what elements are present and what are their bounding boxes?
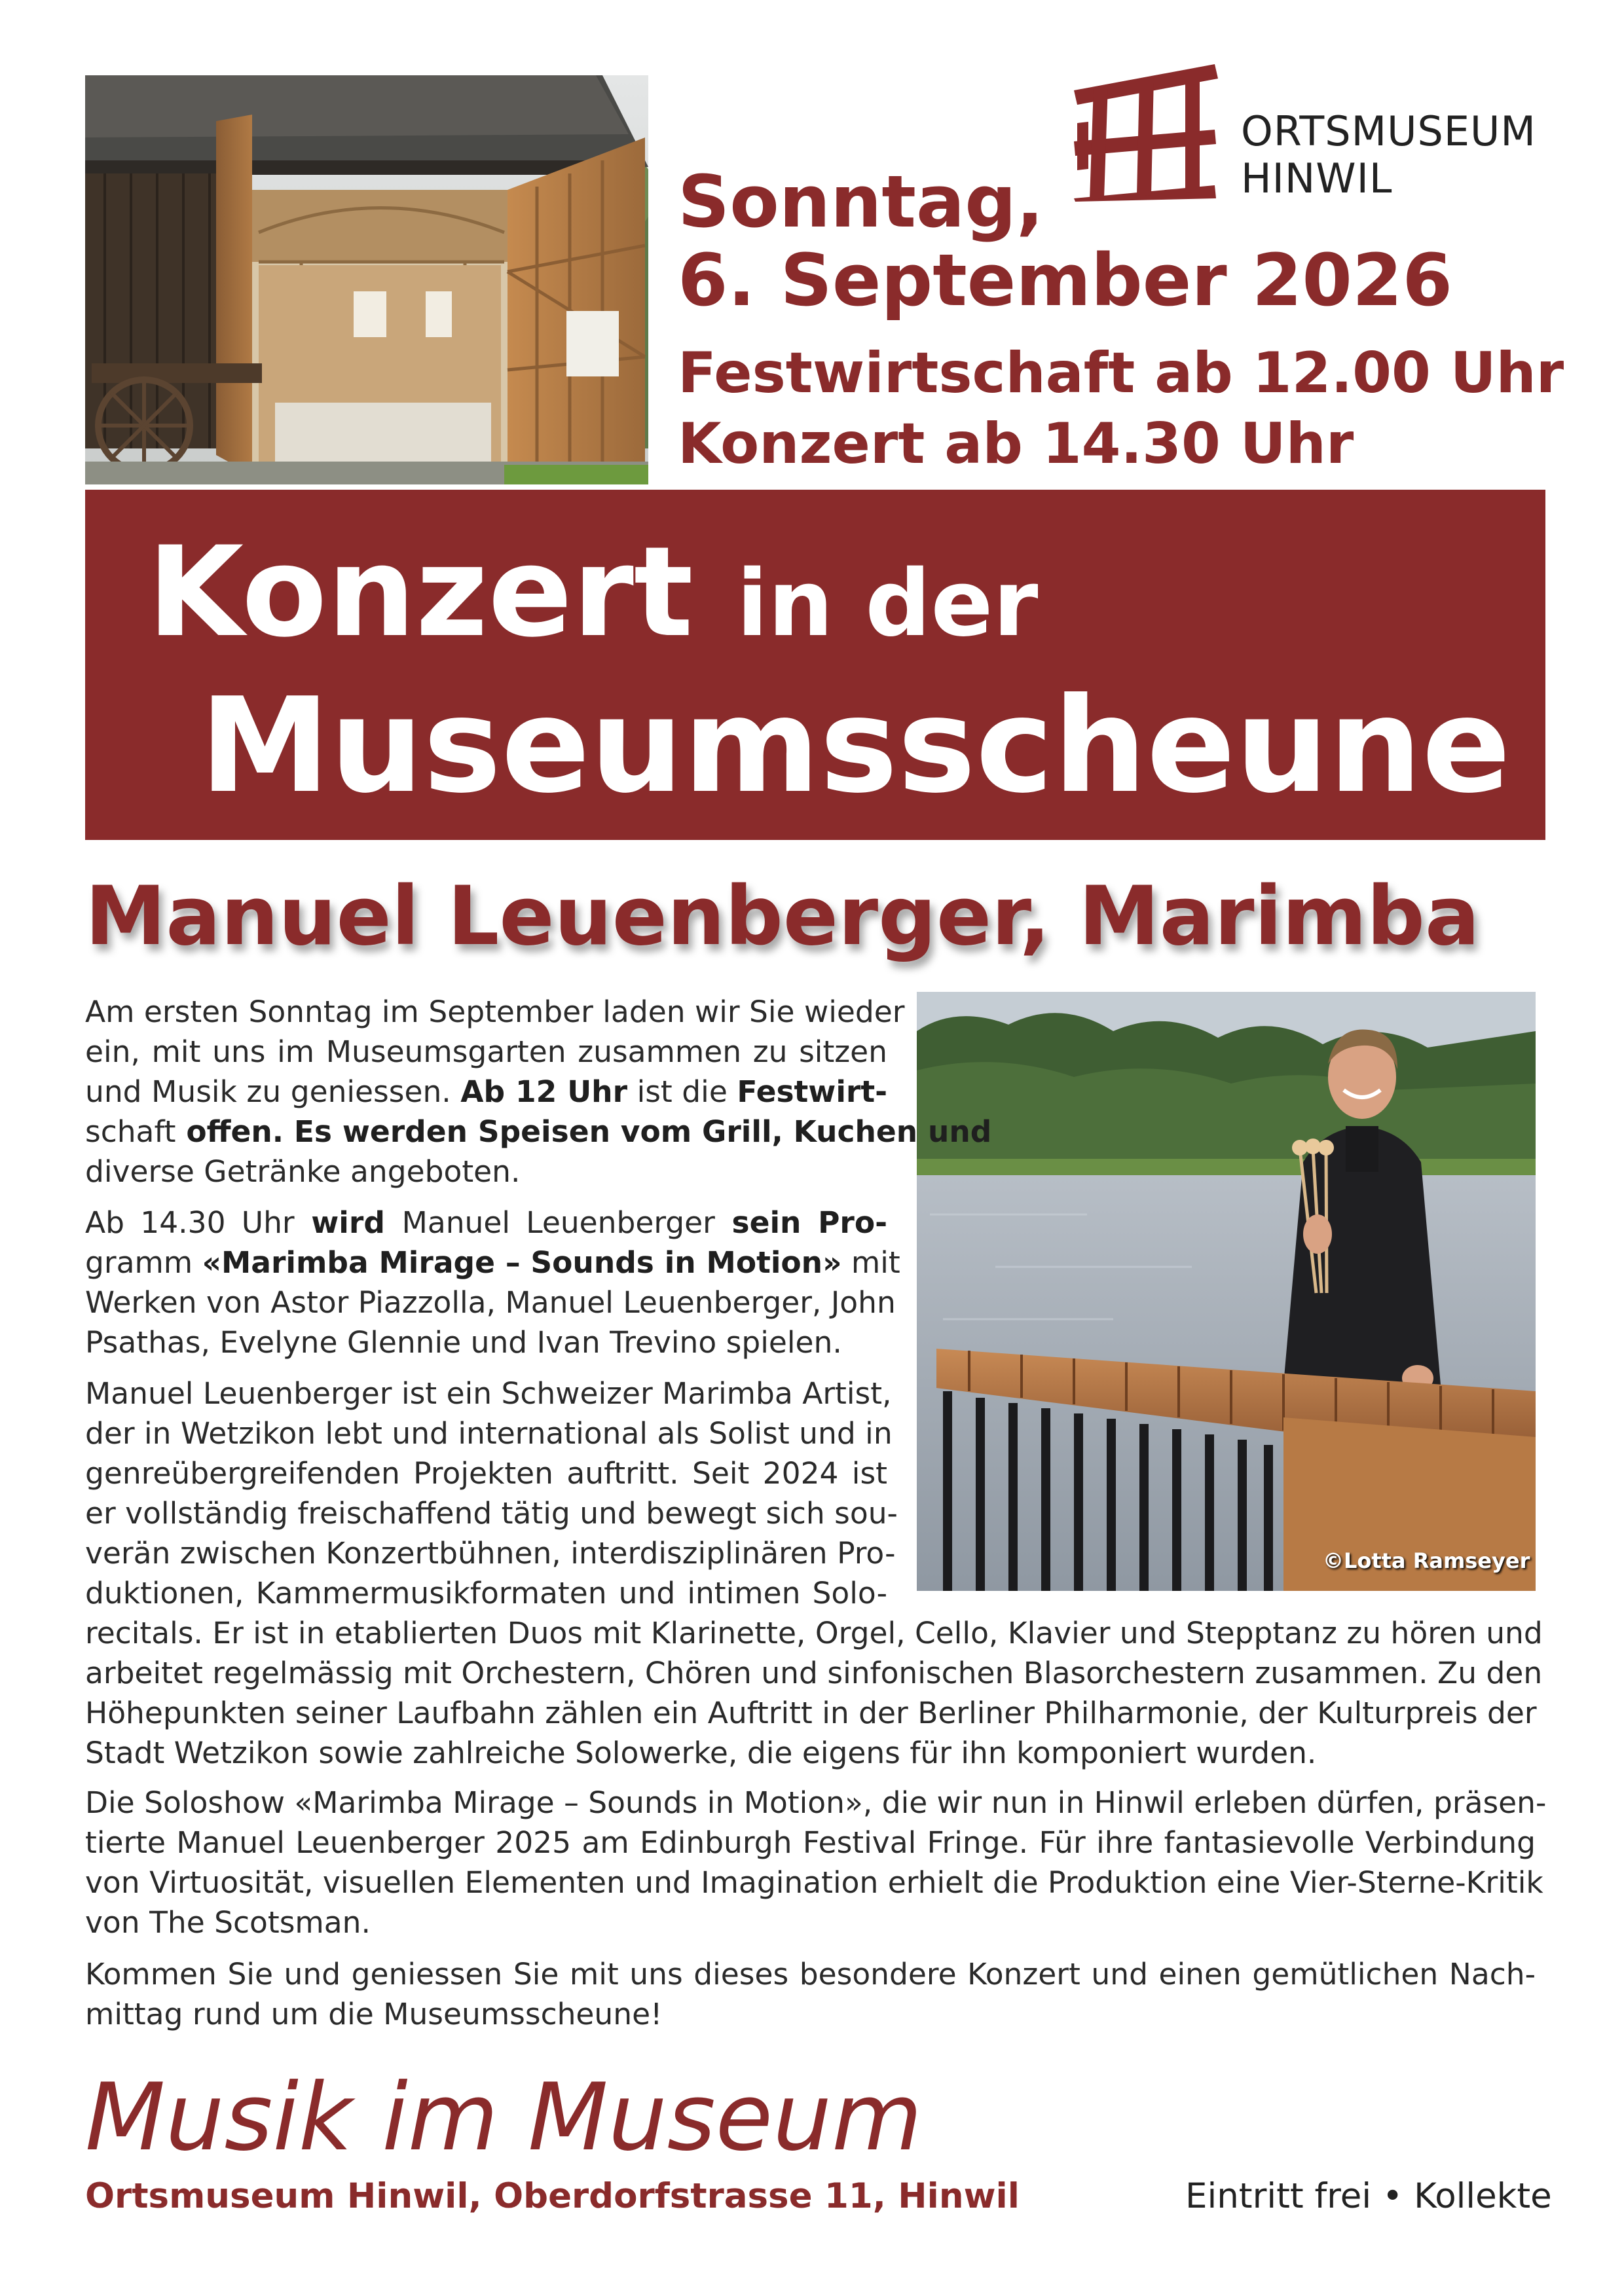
barn-photo xyxy=(85,75,648,484)
text-line: Die Soloshow «Marimba Mirage – Sounds in Motion», die wir nun in Hinwil erleben dürfen, präsen- xyxy=(85,1785,1547,1820)
text-segment: ist die xyxy=(627,1074,737,1109)
bold-text: Ab 12 Uhr xyxy=(460,1074,628,1109)
text-segment: diverse Getränke angeboten. xyxy=(85,1154,521,1189)
logo-line-2: HINWIL xyxy=(1241,155,1393,202)
footer-title: Musik im Museum xyxy=(85,2064,923,2172)
text-line xyxy=(85,1152,887,1192)
bold-text: «Marimba Mirage – Sounds in Motion» xyxy=(202,1245,842,1280)
footer-address: Ortsmuseum Hinwil, Oberdorfstrasse 11, Hinwil xyxy=(85,2176,1020,2216)
text-line: mittag rund um die Museumsscheune! xyxy=(85,1997,663,2032)
text-line: der in Wetzikon lebt und international als Solist und in xyxy=(85,1416,893,1451)
text-line xyxy=(85,1283,896,1322)
footer-admission: Eintritt frei • Kollekte xyxy=(1185,2176,1552,2216)
banner-word-museumsscheune: Museumsscheune xyxy=(200,670,1511,822)
logo-line-1: ORTSMUSEUM xyxy=(1241,107,1536,155)
text-segment: gramm xyxy=(85,1245,202,1280)
text-segment: und Musik zu geniessen. xyxy=(85,1074,461,1109)
festwirtschaft-time: Festwirtschaft ab 12.00 Uhr xyxy=(678,340,1564,406)
bold-text: Festwirt- xyxy=(737,1074,888,1109)
text-line: von Virtuosität, visuellen Elementen und Imagination erhielt die Produktion eine Vier-Sterne-Kritik xyxy=(85,1865,1543,1900)
bold-text: sein Pro- xyxy=(714,1205,887,1240)
performer-heading: Manuel Leuenberger, Marimba xyxy=(85,869,1480,964)
text-line: arbeitet regelmässig mit Orchestern, Chören und sinfonischen Blasorchestern zusammen. Zu den xyxy=(85,1656,1543,1690)
text-line xyxy=(85,1112,992,1152)
text-line: Manuel Leuenberger ist ein Schweizer Marimba Artist, xyxy=(85,1376,892,1411)
text-line: duktionen, Kammermusikformaten und intimen Solo- xyxy=(85,1576,887,1611)
intro-paragraph xyxy=(85,992,992,1192)
text-line: Stadt Wetzikon sowie zahlreiche Solowerke, die eigens für ihn komponiert wurden. xyxy=(85,1736,1317,1770)
text-line xyxy=(85,1322,887,1362)
text-segment: Ab 14.30 Uhr xyxy=(85,1205,295,1240)
banner-word-konzert: Konzert xyxy=(147,520,693,665)
text-line xyxy=(85,992,905,1032)
program-paragraph xyxy=(85,1203,900,1362)
text-line: Kommen Sie und geniessen Sie mit uns dieses besondere Konzert und einen gemütlichen Nach- xyxy=(85,1957,1536,1992)
concert-time: Konzert ab 14.30 Uhr xyxy=(678,411,1354,477)
text-line: verän zwischen Konzertbühnen, interdisziplinären Pro- xyxy=(85,1536,896,1571)
text-line xyxy=(85,1072,887,1112)
soloshow-paragraph xyxy=(85,1783,1547,1942)
bold-text: offen. Es werden Speisen vom Grill, Kuchen und xyxy=(175,1114,992,1149)
text-line: genreübergreifenden Projekten auftritt. Seit 2024 ist xyxy=(85,1456,887,1491)
text-line: recitals. Er ist in etablierten Duos mit Klarinette, Orgel, Cello, Klavier und Stepptanz zu hören und xyxy=(85,1616,1543,1650)
text-line xyxy=(85,1243,900,1283)
text-segment: Psathas, Evelyne Glennie und Ivan Trevino spielen. xyxy=(85,1325,842,1360)
bold-text: wird xyxy=(294,1205,402,1240)
text-line: Höhepunkten seiner Laufbahn zählen ein Auftritt in der Berliner Philharmonie, der Kulturpreis der xyxy=(85,1696,1537,1730)
text-line: von The Scotsman. xyxy=(85,1905,371,1940)
text-segment: Werken von Astor Piazzolla, Manuel Leuenberger, John xyxy=(85,1285,896,1320)
text-segment: Manuel Leuenberger xyxy=(401,1205,715,1240)
text-segment: Am ersten Sonntag im September laden wir Sie wieder xyxy=(85,994,905,1029)
event-date: 6. September 2026 xyxy=(678,238,1453,322)
event-day: Sonntag, xyxy=(678,160,1044,244)
text-segment: schaft xyxy=(85,1114,176,1149)
text-line: er vollständig freischaffend tätig und bewegt sich sou- xyxy=(85,1496,898,1531)
logo-wordmark xyxy=(1241,108,1536,202)
text-segment: ein, mit uns im Museumsgarten zusammen zu sitzen xyxy=(85,1034,887,1069)
invitation-paragraph xyxy=(85,1954,1536,2034)
text-line xyxy=(85,1032,887,1072)
window-lattice-logo-icon xyxy=(1074,64,1218,202)
bio-paragraph xyxy=(0,1374,1543,1773)
photo-credit: ©Lotta Ramseyer xyxy=(1323,1548,1530,1573)
text-line: tierte Manuel Leuenberger 2025 am Edinburgh Festival Fringe. Für ihre fantasievolle Verbindung xyxy=(85,1825,1536,1860)
text-line xyxy=(85,1203,887,1243)
banner-word-in-der: in der xyxy=(736,551,1039,657)
banner-line-1 xyxy=(147,520,1039,673)
text-segment: mit xyxy=(841,1245,900,1280)
